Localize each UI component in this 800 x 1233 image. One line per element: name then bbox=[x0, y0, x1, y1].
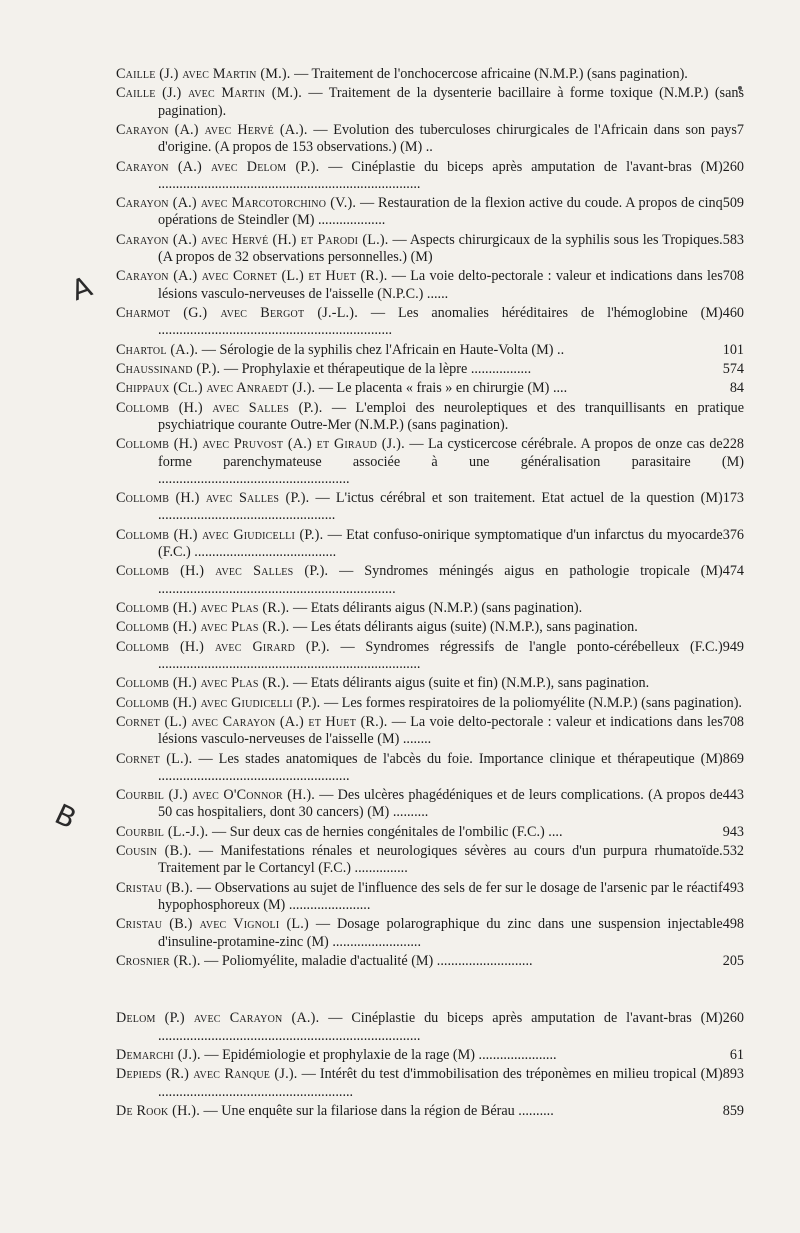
entry-author: Caille (J.) avec Martin (M.). bbox=[116, 85, 302, 102]
index-entry bbox=[116, 563, 744, 597]
index-entry bbox=[116, 1103, 744, 1120]
index-entry bbox=[116, 195, 744, 229]
entry-author: Cornet (L.) avec Carayon (A.) et Huet (R.). bbox=[116, 714, 388, 731]
entry-author: Carayon (A.) avec Marcotorchino (V.). bbox=[116, 195, 357, 212]
page-number: 205 bbox=[722, 953, 744, 969]
page-number: 7 bbox=[736, 121, 744, 138]
entry-author: Cousin (B.). bbox=[116, 843, 192, 860]
entry-author: Crosnier (R.). bbox=[116, 953, 201, 969]
entry-author: Collomb (H.) avec Salles (P.). bbox=[116, 563, 329, 580]
entry-title: — La voie delto-pectorale : valeur et indications dans les lésions vasculo-nerveuses de l'aisselle (M) ........ bbox=[158, 714, 723, 748]
entry-title: — Intérêt du test d'immobilisation des tréponèmes en milieu tropical (M) ....................................................... bbox=[158, 1066, 723, 1100]
entry-author: Carayon (A.) avec Delom (P.). bbox=[116, 158, 320, 175]
entry-title: — L'ictus cérébral et son traitement. Etat actuel de la question (M) .................................................. bbox=[158, 490, 723, 524]
entry-author: Collomb (H.) avec Salles (P.). bbox=[116, 490, 310, 507]
entry-author: Collomb (H.) avec Salles (P.). bbox=[116, 399, 323, 416]
index-page bbox=[116, 66, 744, 1122]
index-entry bbox=[116, 695, 744, 712]
entry-author: Courbil (L.-J.). bbox=[116, 823, 209, 840]
handwritten-mark-b: B bbox=[49, 797, 82, 836]
index-entry bbox=[116, 751, 744, 785]
index-entry bbox=[116, 268, 744, 302]
entry-author: Demarchi (J.). bbox=[116, 1046, 201, 1063]
index-list-d bbox=[116, 1010, 744, 1120]
entry-title: — Cinéplastie du biceps après amputation de l'avant-bras (M) .......................................................................... bbox=[158, 1010, 723, 1044]
entry-author: Charmot (G.) avec Bergot (J.-L.). bbox=[116, 304, 358, 321]
entry-title: — L'emploi des neuroleptiques et des tranquillisants en pratique psychiatrique courante Outre-Mer (N.M.P.) (sans pagination). bbox=[158, 399, 744, 433]
index-entry bbox=[116, 953, 744, 970]
entry-author: Carayon (A.) avec Hervé (H.) et Parodi (L.). bbox=[116, 231, 389, 248]
entry-title: — Poliomyélite, maladie d'actualité (M) ........................... bbox=[200, 953, 533, 969]
entry-title: — Dosage polarographique du zinc dans une suspension injectable d'insuline-protamine-zinc (M) ......................... bbox=[158, 916, 723, 950]
entry-title: — Epidémiologie et prophylaxie de la rage (M) ...................... bbox=[200, 1046, 557, 1063]
entry-title: — Manifestations rénales et neurologiques sévères au cours d'un purpura rhumatoïde. Traitement par le Cortancyl (F.C.) ............... bbox=[158, 843, 723, 877]
index-entry bbox=[116, 600, 744, 617]
entry-title: — Etats délirants aigus (suite et fin) (N.M.P.), sans pagination. bbox=[289, 675, 650, 692]
page-number: 228 bbox=[722, 436, 744, 453]
entry-title: — Syndromes méningés aigus en pathologie tropicale (M) ................................................................... bbox=[158, 563, 723, 597]
page-number: 708 bbox=[722, 268, 744, 285]
index-entry bbox=[116, 400, 744, 434]
page-number: 493 bbox=[722, 879, 744, 896]
entry-author: Delom (P.) avec Carayon (A.). bbox=[116, 1010, 320, 1027]
entry-author: Chaussinand (P.). bbox=[116, 360, 221, 377]
entry-title: — Le placenta « frais » en chirurgie (M) .... bbox=[315, 380, 568, 397]
entry-author: Cristau (B.). bbox=[116, 879, 194, 896]
page-number: 574 bbox=[722, 360, 744, 377]
index-entry bbox=[116, 436, 744, 488]
entry-author: Collomb (H.) avec Plas (R.). bbox=[116, 619, 290, 636]
entry-title: — Les stades anatomiques de l'abcès du foie. Importance clinique et thérapeutique (M) ...................................................... bbox=[158, 750, 723, 784]
index-entry bbox=[116, 824, 744, 841]
index-entry bbox=[116, 843, 744, 877]
index-list-c bbox=[116, 66, 744, 970]
entry-author: Collomb (H.) avec Girard (P.). bbox=[116, 638, 330, 655]
entry-title: — Etat confuso-onirique symptomatique d'un infarctus du myocarde (F.C.) ........................................ bbox=[158, 526, 723, 560]
index-entry bbox=[116, 787, 744, 821]
entry-author: Cornet (L.). bbox=[116, 750, 193, 767]
entry-title: — Etats délirants aigus (N.M.P.) (sans pagination). bbox=[289, 599, 583, 616]
handwritten-mark-a: A bbox=[66, 269, 97, 308]
index-entry bbox=[116, 675, 744, 692]
entry-author: Caille (J.) avec Martin (M.). bbox=[116, 66, 291, 82]
index-entry bbox=[116, 85, 744, 119]
entry-author: Collomb (H.) avec Plas (R.). bbox=[116, 675, 290, 692]
entry-author: Carayon (A.) avec Cornet (L.) et Huet (R.). bbox=[116, 268, 388, 285]
index-entry bbox=[116, 1066, 744, 1100]
entry-title: — Les formes respiratoires de la poliomyélite (N.M.P.) (sans pagination). bbox=[320, 694, 742, 711]
entry-title: — Les états délirants aigus (suite) (N.M.P.), sans pagination. bbox=[289, 619, 638, 636]
entry-title: — Traitement de la dysenterie bacillaire à forme toxique (N.M.P.) (sans pagination). bbox=[158, 85, 744, 119]
index-entry bbox=[116, 380, 744, 397]
entry-author: Cristau (B.) avec Vignoli (L.) bbox=[116, 916, 309, 933]
page-number: 893 bbox=[722, 1066, 744, 1083]
entry-title: — Aspects chirurgicaux de la syphilis sous les Tropiques. (A propos de 32 observations personnelles.) (M) bbox=[158, 231, 723, 265]
section-gap bbox=[116, 972, 744, 1010]
page-number: 474 bbox=[722, 563, 744, 580]
page-number: 173 bbox=[722, 490, 744, 507]
entry-author: Collomb (H.) avec Giudicelli (P.). bbox=[116, 694, 321, 711]
entry-title: — Evolution des tuberculoses chirurgicales de l'Africain dans son pays d'origine. (A propos de 153 observations.) (M) .. bbox=[158, 121, 737, 156]
entry-title: — Prophylaxie et thérapeutique de la lèpre ................. bbox=[220, 360, 532, 377]
entry-author: Collomb (H.) avec Plas (R.). bbox=[116, 599, 290, 616]
page-number: 376 bbox=[722, 526, 744, 543]
page-number: 943 bbox=[722, 823, 744, 840]
page-number: 101 bbox=[722, 341, 744, 358]
page-number: 532 bbox=[722, 843, 744, 860]
index-entry bbox=[116, 122, 744, 156]
page-number: 509 bbox=[722, 195, 744, 212]
index-entry bbox=[116, 916, 744, 950]
index-entry bbox=[116, 66, 744, 83]
page-number: 949 bbox=[722, 638, 744, 655]
entry-author: Collomb (H.) avec Giudicelli (P.). bbox=[116, 526, 324, 543]
entry-author: De Rook (H.). bbox=[116, 1102, 200, 1119]
entry-author: Courbil (J.) avec O'Connor (H.). bbox=[116, 787, 316, 804]
page-number: 84 bbox=[729, 380, 744, 397]
index-entry bbox=[116, 342, 744, 359]
entry-title: — Observations au sujet de l'influence des sels de fer sur le dosage de l'arsenic par le réactif hypophosphoreux (M) ....................... bbox=[158, 879, 723, 914]
page-number: 443 bbox=[722, 787, 744, 804]
index-entry bbox=[116, 880, 744, 914]
page-number: 859 bbox=[722, 1102, 744, 1119]
index-entry bbox=[116, 527, 744, 561]
entry-title: — Cinéplastie du biceps après amputation de l'avant-bras (M) .......................................................................... bbox=[158, 158, 723, 192]
index-entry bbox=[116, 639, 744, 673]
index-entry bbox=[116, 490, 744, 524]
index-entry bbox=[116, 1010, 744, 1044]
entry-title: — Traitement de l'onchocercose africaine (N.M.P.) (sans pagination). bbox=[290, 66, 688, 82]
page-number: 708 bbox=[722, 714, 744, 731]
index-entry bbox=[116, 305, 744, 339]
index-entry bbox=[116, 361, 744, 378]
page-number: 260 bbox=[722, 158, 744, 175]
entry-author: Carayon (A.) avec Hervé (A.). bbox=[116, 121, 308, 138]
entry-author: Depieds (R.) avec Ranque (J.). bbox=[116, 1066, 298, 1083]
entry-title: — Une enquête sur la filariose dans la région de Bérau .......... bbox=[199, 1102, 554, 1119]
entry-author: Collomb (H.) avec Pruvost (A.) et Giraud (J.). bbox=[116, 436, 405, 453]
index-entry bbox=[116, 159, 744, 193]
entry-author: Chippaux (Cl.) avec Anraedt (J.). bbox=[116, 380, 316, 397]
index-entry bbox=[116, 1047, 744, 1064]
entry-author: Chartol (A.). bbox=[116, 341, 199, 358]
entry-title: — La cysticercose cérébrale. A propos de onze cas de forme parenchymateuse associée à une généralisation parasitaire (M) ...................................................... bbox=[158, 436, 744, 487]
entry-title: — Sur deux cas de hernies congénitales de l'ombilic (F.C.) .... bbox=[208, 823, 563, 840]
index-entry bbox=[116, 619, 744, 636]
page-number: 583 bbox=[722, 231, 744, 248]
entry-title: — Des ulcères phagédéniques et de leurs complications. (A propos de 50 cas hospitaliers, dont 30 cancers) (M) .......... bbox=[158, 787, 723, 821]
index-entry bbox=[116, 714, 744, 748]
index-entry bbox=[116, 232, 744, 266]
entry-title: — Sérologie de la syphilis chez l'Africain en Haute-Volta (M) .. bbox=[198, 341, 565, 358]
page-number: 260 bbox=[722, 1010, 744, 1027]
entry-title: — Restauration de la flexion active du coude. A propos de cinq opérations de Steindler (M) ................... bbox=[158, 195, 723, 229]
page-number: 460 bbox=[722, 304, 744, 321]
page-number: 498 bbox=[722, 916, 744, 933]
page-number: 61 bbox=[729, 1046, 744, 1063]
entry-title: — La voie delto-pectorale : valeur et indications dans les lésions vasculo-nerveuses de l'aisselle (N.P.C.) ...... bbox=[158, 268, 723, 302]
entry-title: — Les anomalies héréditaires de l'hémoglobine (M) .................................................................. bbox=[158, 304, 723, 339]
page-number: 869 bbox=[722, 750, 744, 767]
entry-title: — Syndromes régressifs de l'angle ponto-cérébelleux (F.C.) .......................................................................... bbox=[158, 638, 723, 672]
